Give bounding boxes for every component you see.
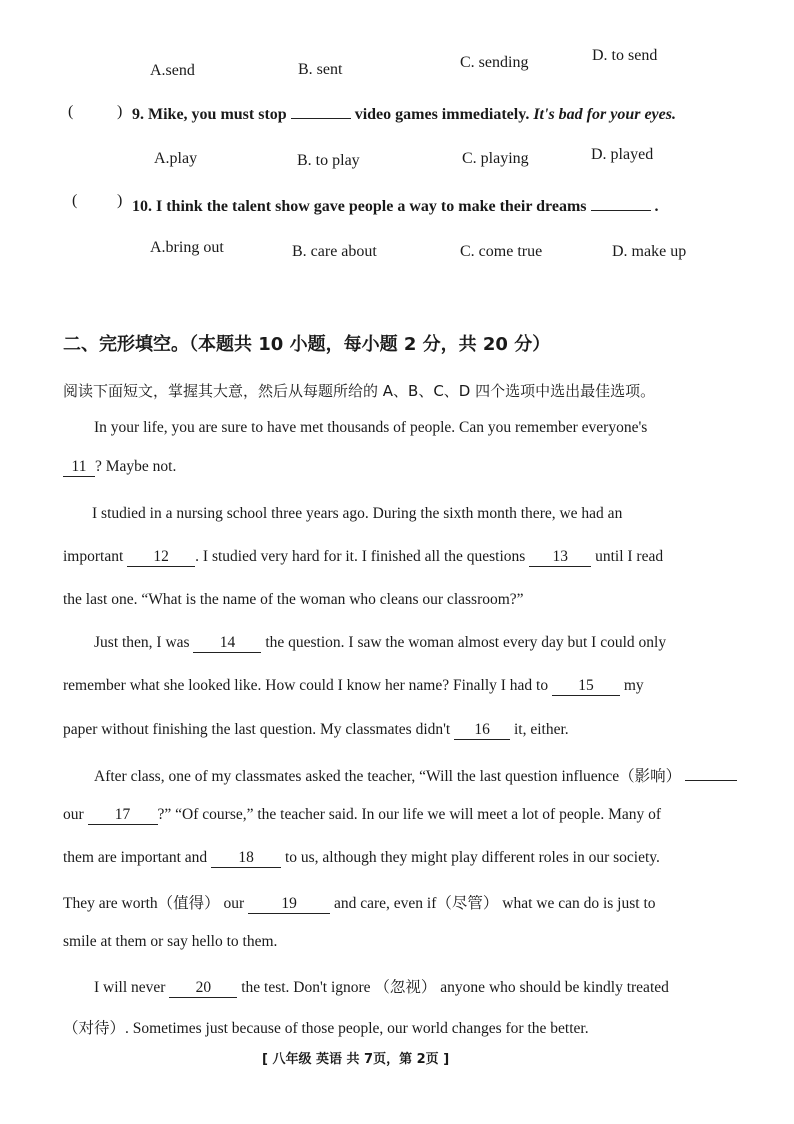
- passage-line-7: [63, 677, 644, 696]
- passage-line-12: [63, 891, 656, 914]
- q10-option-d: D. make up: [612, 243, 687, 260]
- trailing-underline: [685, 766, 737, 781]
- blank-17: 17: [88, 806, 158, 825]
- passage-text: our: [63, 806, 84, 823]
- q10-stem: [132, 196, 659, 216]
- q9-stem: [132, 104, 676, 124]
- q9-blank: [291, 104, 351, 119]
- passage-line-4: [63, 548, 663, 567]
- passage-line-15: （对待）. Sometimes just because of those people, our world changes for the better.: [63, 1020, 589, 1037]
- blank-11: 11: [63, 458, 95, 477]
- q9-option-b: B. to play: [297, 152, 360, 169]
- blank-12: 12: [127, 548, 195, 567]
- passage-text: paper without finishing the last question. My classmates didn't: [63, 721, 451, 738]
- page-footer: [ 八年级 英语 共 7页，第 2页 ]: [262, 1052, 450, 1067]
- passage-line-2: [63, 458, 176, 477]
- blank-16: 16: [454, 721, 510, 740]
- section2-title: 二、完形填空。（本题共 10 小题，每小题 2 分，共 20 分）: [63, 334, 551, 355]
- passage-text: They are worth（值得） our: [63, 895, 245, 912]
- passage-line-5: the last one. “What is the name of the woman who cleans our classroom?”: [63, 591, 524, 608]
- section2-instruction: 阅读下面短文，掌握其大意，然后从每题所给的 A、B、C、D 四个选项中选出最佳选项。: [63, 382, 656, 400]
- q8-option-d: D. to send: [592, 47, 658, 64]
- passage-text: until I read: [595, 548, 664, 565]
- q10-stem-before: 10. I think the talent show gave people a way to make their dreams: [132, 198, 587, 215]
- q9-stem-after: video games immediately.: [354, 106, 530, 123]
- q8-option-b: B. sent: [298, 61, 343, 78]
- passage-text: the question. I saw the woman almost every day but I could only: [265, 634, 667, 651]
- passage-text: After class, one of my classmates asked the teacher, “Will the last question influence（影响）: [94, 768, 682, 785]
- passage-line-13: smile at them or say hello to them.: [63, 933, 278, 950]
- passage-line-9: [94, 764, 737, 786]
- q8-option-c: C. sending: [460, 54, 529, 71]
- passage-text: the test. Don't ignore （忽视） anyone who should be kindly treated: [241, 979, 669, 996]
- passage-text: I will never: [94, 979, 166, 996]
- q10-option-c: C. come true: [460, 243, 543, 260]
- q10-paren-left: (: [72, 192, 78, 209]
- passage-text: my: [623, 677, 644, 694]
- passage-text: and care, even if（尽管） what we can do is just to: [333, 895, 656, 912]
- q10-stem-end: .: [654, 198, 659, 215]
- passage-text: Just then, I was: [94, 634, 190, 651]
- passage-text: important: [63, 548, 124, 565]
- q8-option-a: A.send: [150, 62, 195, 79]
- passage-line-14: [94, 975, 669, 998]
- blank-13: 13: [529, 548, 591, 567]
- passage-line-1: In your life, you are sure to have met thousands of people. Can you remember everyone's: [94, 419, 648, 436]
- q10-option-a: A.bring out: [150, 239, 224, 256]
- passage-text: . I studied very hard for it. I finished all the questions: [195, 548, 526, 565]
- q9-option-d: D. played: [591, 146, 654, 163]
- passage-text: ?” “Of course,” the teacher said. In our life we will meet a lot of people. Many of: [157, 806, 662, 823]
- q9-stem-end: It's bad for your eyes.: [533, 106, 676, 123]
- q9-stem-before: 9. Mike, you must stop: [132, 106, 287, 123]
- passage-text: remember what she looked like. How could I know her name? Finally I had to: [63, 677, 549, 694]
- q9-option-a: A.play: [154, 150, 198, 167]
- passage-text: them are important and: [63, 849, 208, 866]
- passage-text: to us, although they might play different roles in our society.: [284, 849, 660, 866]
- q9-option-c: C. playing: [462, 150, 529, 167]
- passage-line-11: [63, 849, 660, 868]
- q10-paren-right: ): [117, 192, 123, 209]
- passage-line-6: [94, 634, 666, 653]
- blank-15: 15: [552, 677, 620, 696]
- passage-text: ? Maybe not.: [95, 458, 177, 475]
- passage-line-3: I studied in a nursing school three years ago. During the sixth month there, we had an: [92, 505, 623, 522]
- blank-19: 19: [248, 895, 330, 914]
- q10-option-b: B. care about: [292, 243, 377, 260]
- blank-20: 20: [169, 979, 237, 998]
- blank-14: 14: [193, 634, 261, 653]
- passage-line-10: [63, 806, 661, 825]
- q9-paren-right: ): [117, 103, 123, 120]
- blank-18: 18: [211, 849, 281, 868]
- q9-paren-left: (: [68, 103, 74, 120]
- passage-text: it, either.: [513, 721, 569, 738]
- passage-line-8: [63, 721, 569, 740]
- q10-blank: [591, 196, 651, 211]
